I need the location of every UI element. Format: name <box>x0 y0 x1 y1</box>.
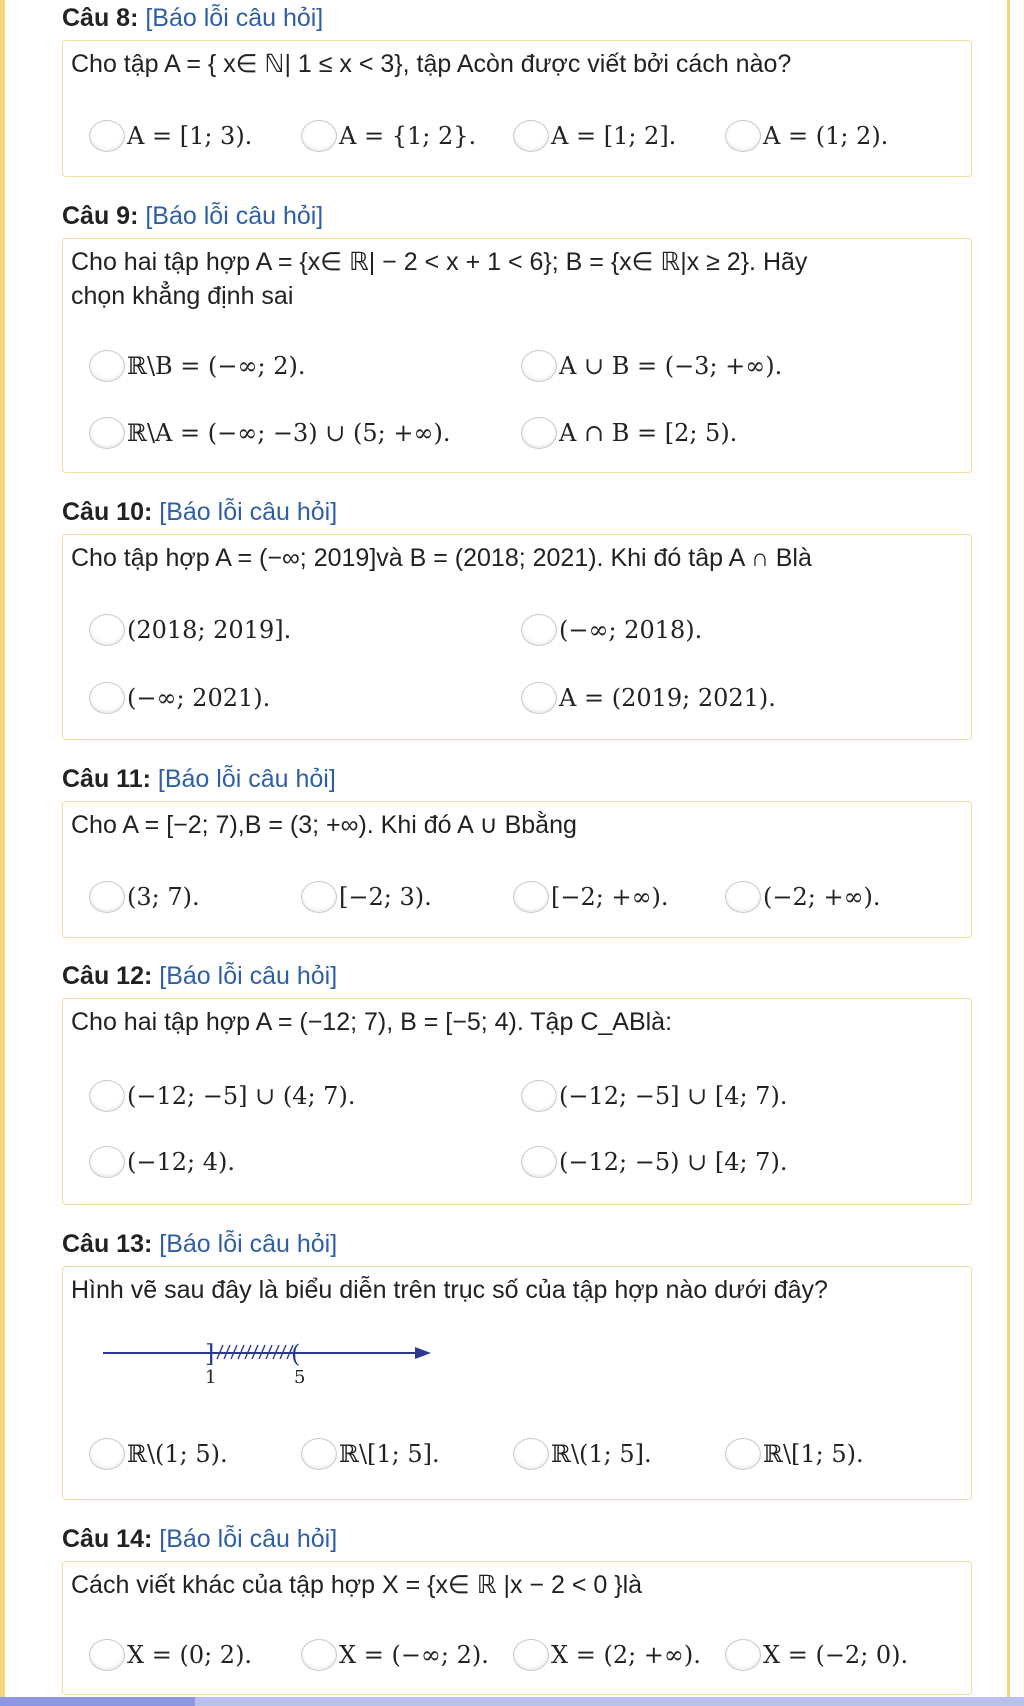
radio-button[interactable] <box>725 1438 761 1470</box>
question-number: Câu 14: <box>62 1525 153 1553</box>
question-header-10 <box>62 497 337 527</box>
option-c[interactable] <box>89 1145 235 1179</box>
option-label: X = (2; +∞). <box>551 1641 701 1669</box>
option-label: [−2; 3). <box>339 883 432 911</box>
radio-button[interactable] <box>301 881 337 913</box>
question-text-line: Cách viết khác của tập hợp X = {x∈ ℝ |x − 2 < 0 }là <box>71 1571 643 1599</box>
question-header-9 <box>62 201 323 231</box>
radio-button[interactable] <box>513 1438 549 1470</box>
option-label: A = (2019; 2021). <box>559 684 776 712</box>
option-label: X = (0; 2). <box>127 1641 253 1669</box>
option-label: X = (−2; 0). <box>763 1641 909 1669</box>
report-error-link[interactable]: [Báo lỗi câu hỏi] <box>145 202 324 230</box>
number-line-arrow <box>415 1347 431 1359</box>
option-label: (3; 7). <box>127 883 200 911</box>
radio-button[interactable] <box>301 1639 337 1671</box>
option-d[interactable] <box>521 681 776 715</box>
bracket-right: ( <box>291 1340 301 1368</box>
question-text-line: chọn khẳng định sai <box>71 282 294 310</box>
option-b[interactable] <box>521 613 702 647</box>
option-label: ℝ\[1; 5]. <box>339 1440 440 1468</box>
option-label: (−12; 4). <box>127 1148 235 1176</box>
question-header-14 <box>62 1524 337 1554</box>
option-a[interactable] <box>89 1437 228 1471</box>
option-d[interactable] <box>725 880 881 914</box>
option-label: (−12; −5) ∪ [4; 7). <box>559 1148 788 1176</box>
radio-button[interactable] <box>513 881 549 913</box>
radio-button[interactable] <box>521 682 557 714</box>
report-error-link[interactable]: [Báo lỗi câu hỏi] <box>159 962 338 990</box>
option-b[interactable] <box>521 1079 787 1113</box>
question-box-14 <box>62 1561 972 1695</box>
option-c[interactable] <box>513 1437 652 1471</box>
option-b[interactable] <box>521 349 782 383</box>
bracket-left: ] <box>205 1340 215 1368</box>
option-label: (−12; −5] ∪ (4; 7). <box>127 1082 356 1110</box>
option-label: (−12; −5] ∪ [4; 7). <box>559 1082 788 1110</box>
option-label: A = {1; 2}. <box>339 122 477 150</box>
question-text <box>71 541 951 575</box>
question-text-line: Cho hai tập hợp A = {x∈ ℝ| − 2 < x + 1 < 6}; B = {x∈ ℝ|x ≥ 2}. Hãy <box>71 248 808 276</box>
question-box-13 <box>62 1266 972 1500</box>
question-text-line: Cho tập A = { x∈ ℕ| 1 ≤ x < 3}, tập Acòn được viết bởi cách nào? <box>71 50 792 78</box>
option-label: A ∩ B = [2; 5). <box>559 419 738 447</box>
question-text <box>71 245 951 313</box>
option-a[interactable] <box>89 880 200 914</box>
question-number: Câu 9: <box>62 202 139 230</box>
left-edge <box>0 0 5 1706</box>
report-error-link[interactable]: [Báo lỗi câu hỏi] <box>159 498 338 526</box>
radio-button[interactable] <box>521 1146 557 1178</box>
scrollbar-thumb[interactable] <box>0 1697 195 1706</box>
question-text <box>71 1568 951 1602</box>
question-box-9 <box>62 238 972 473</box>
option-label: (−∞; 2021). <box>127 684 271 712</box>
option-label: X = (−∞; 2). <box>339 1641 489 1669</box>
radio-button[interactable] <box>725 120 761 152</box>
question-header-11 <box>62 764 336 794</box>
tick-label-1: 1 <box>205 1367 217 1388</box>
right-edge <box>1007 0 1010 1706</box>
option-c[interactable] <box>89 416 450 450</box>
radio-button[interactable] <box>89 417 125 449</box>
radio-button[interactable] <box>89 682 125 714</box>
question-text-line: Cho tập hợp A = (−∞; 2019]và B = (2018; 2021). Khi đó tâp A ∩ Blà <box>71 544 812 572</box>
tick-label-5: 5 <box>294 1367 306 1388</box>
question-box-12 <box>62 998 972 1205</box>
option-a[interactable] <box>89 119 252 153</box>
option-label: (−2; +∞). <box>763 883 881 911</box>
question-text <box>71 1273 951 1307</box>
option-d[interactable] <box>725 1638 908 1672</box>
question-text <box>71 47 951 81</box>
option-label: A = [1; 2]. <box>551 122 677 150</box>
question-box-10 <box>62 534 972 740</box>
option-label: (2018; 2019]. <box>127 616 292 644</box>
radio-button[interactable] <box>89 350 125 382</box>
option-label: ℝ\B = (−∞; 2). <box>127 352 306 380</box>
radio-button[interactable] <box>521 350 557 382</box>
number-line-figure <box>101 1331 441 1391</box>
option-c[interactable] <box>89 681 270 715</box>
option-label: (−∞; 2018). <box>559 616 703 644</box>
question-number: Câu 8: <box>62 4 139 32</box>
option-label: A = (1; 2). <box>763 122 889 150</box>
option-a[interactable] <box>89 1638 252 1672</box>
radio-button[interactable] <box>89 1639 125 1671</box>
report-error-link[interactable]: [Báo lỗi câu hỏi] <box>157 765 336 793</box>
option-label: ℝ\(1; 5). <box>127 1440 228 1468</box>
radio-button[interactable] <box>521 614 557 646</box>
option-label: ℝ\(1; 5]. <box>551 1440 652 1468</box>
option-a[interactable] <box>89 349 305 383</box>
option-a[interactable] <box>89 613 291 647</box>
option-label: A = [1; 3). <box>127 122 253 150</box>
question-header-8 <box>62 3 323 33</box>
option-c[interactable] <box>513 1638 701 1672</box>
question-header-13 <box>62 1229 337 1259</box>
option-b[interactable] <box>301 119 476 153</box>
radio-button[interactable] <box>513 1639 549 1671</box>
radio-button[interactable] <box>89 1080 125 1112</box>
radio-button[interactable] <box>521 1080 557 1112</box>
option-label: A ∪ B = (−3; +∞). <box>559 352 783 380</box>
option-d[interactable] <box>521 1145 787 1179</box>
option-b[interactable] <box>301 1437 440 1471</box>
radio-button[interactable] <box>301 120 337 152</box>
horizontal-scrollbar[interactable] <box>0 1697 1024 1706</box>
option-d[interactable] <box>725 1437 864 1471</box>
radio-button[interactable] <box>89 881 125 913</box>
question-header-12 <box>62 961 337 991</box>
radio-button[interactable] <box>725 881 761 913</box>
option-c[interactable] <box>513 880 669 914</box>
radio-button[interactable] <box>301 1438 337 1470</box>
question-text <box>71 808 951 842</box>
option-c[interactable] <box>513 119 676 153</box>
option-d[interactable] <box>521 416 737 450</box>
question-box-11 <box>62 801 972 938</box>
radio-button[interactable] <box>89 1146 125 1178</box>
question-text <box>71 1005 951 1039</box>
question-number: Câu 12: <box>62 962 153 990</box>
option-b[interactable] <box>301 1638 489 1672</box>
question-text-line: Hình vẽ sau đây là biểu diễn trên trục số của tập hợp nào dưới đây? <box>71 1276 828 1304</box>
radio-button[interactable] <box>89 614 125 646</box>
radio-button[interactable] <box>89 1438 125 1470</box>
radio-button[interactable] <box>725 1639 761 1671</box>
report-error-link[interactable]: [Báo lỗi câu hỏi] <box>145 4 324 32</box>
radio-button[interactable] <box>513 120 549 152</box>
question-box-8 <box>62 40 972 177</box>
option-label: [−2; +∞). <box>551 883 669 911</box>
radio-button[interactable] <box>89 120 125 152</box>
question-text-line: Cho A = [−2; 7),B = (3; +∞). Khi đó A ∪ Bbằng <box>71 811 577 839</box>
option-label: ℝ\[1; 5). <box>763 1440 864 1468</box>
option-b[interactable] <box>301 880 432 914</box>
question-number: Câu 11: <box>62 765 151 793</box>
report-error-link[interactable]: [Báo lỗi câu hỏi] <box>159 1525 338 1553</box>
report-error-link[interactable]: [Báo lỗi câu hỏi] <box>159 1230 338 1258</box>
option-d[interactable] <box>725 119 888 153</box>
question-number: Câu 10: <box>62 498 153 526</box>
option-label: ℝ\A = (−∞; −3) ∪ (5; +∞). <box>127 419 451 447</box>
question-number: Câu 13: <box>62 1230 153 1258</box>
question-text-line: Cho hai tập hợp A = (−12; 7), B = [−5; 4). Tập C_ABlà: <box>71 1008 673 1036</box>
option-a[interactable] <box>89 1079 355 1113</box>
radio-button[interactable] <box>521 417 557 449</box>
